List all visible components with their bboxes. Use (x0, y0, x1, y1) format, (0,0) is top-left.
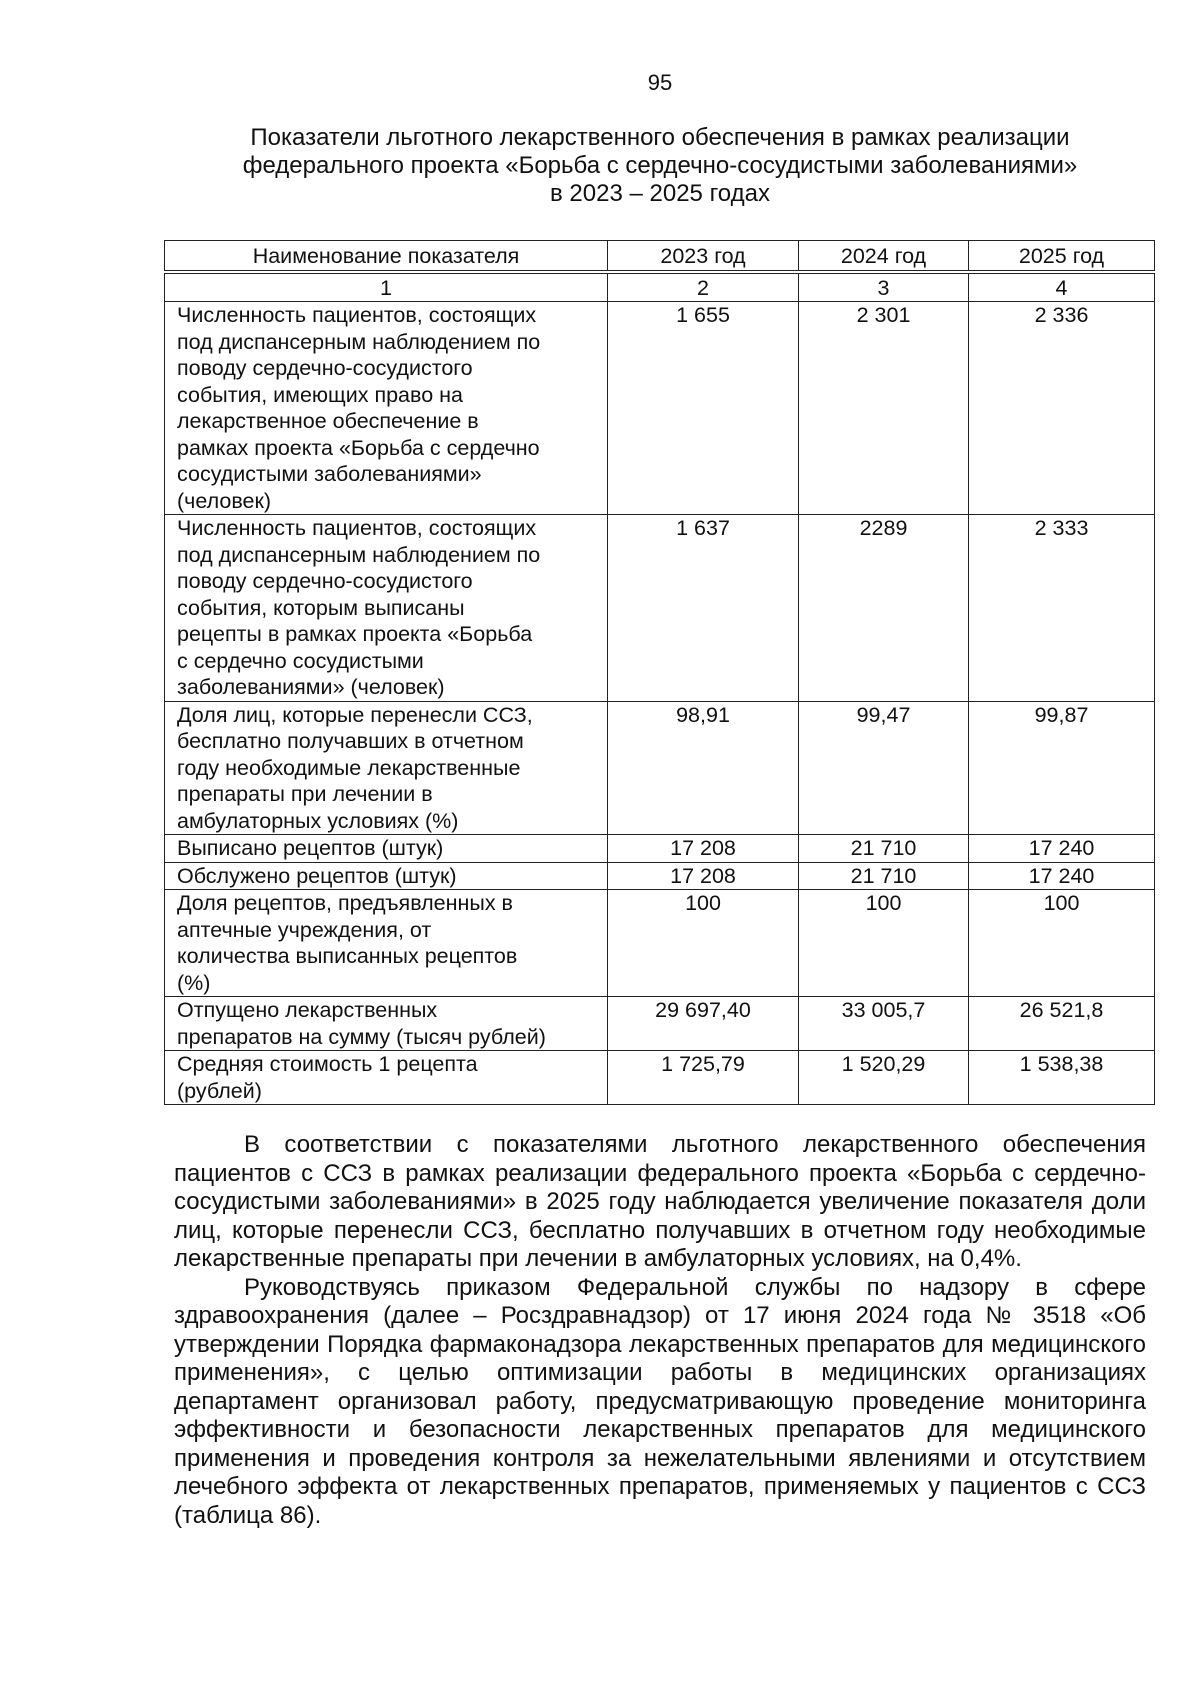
indicator-name-line: Отпущено лекарственных (177, 998, 438, 1022)
indicator-name-cell (165, 862, 608, 890)
value-cell: 1 725,79 (608, 1051, 799, 1105)
value-cell: 98,91 (608, 701, 799, 835)
value-cell: 100 (799, 890, 969, 997)
indicator-name-line: году необходимые лекарственные (177, 755, 521, 780)
indicator-name-line: поводу сердечно-сосудистого (177, 569, 473, 593)
indicator-name-line: поводу сердечно-сосудистого (177, 356, 473, 380)
paragraph: В соответствии с показателями льготного лекарственного обеспечения пациентов с ССЗ в рамках реализации федерального проекта «Борьба с сердечно-сосудистыми заболеваниями» в 2025 году наблюдается увеличение показателя доли лиц, которые перенесли ССЗ, бесплатно получавших в отчетном году необходимые лекарственные препараты при лечении в амбулаторных условиях, на 0,4%. (174, 1131, 1146, 1272)
value-cell: 2 336 (969, 302, 1155, 515)
indicator-name-cell (165, 890, 608, 997)
indicator-name-line: препараты при лечении в (177, 782, 433, 806)
column-number: 2 (608, 272, 799, 302)
value-cell: 17 208 (608, 862, 799, 890)
value-cell: 21 710 (799, 835, 969, 863)
indicator-name-line: события, которым выписаны (177, 595, 465, 620)
table-row (165, 1051, 1155, 1105)
indicator-name-line: рамках проекта «Борьба с сердечно (177, 435, 540, 460)
indicator-name-line: Обслужено рецептов (штук) (177, 863, 457, 888)
title-line: федерального проекта «Борьба с сердечно-сосудистыми заболеваниями» (242, 152, 1078, 179)
paragraph: Руководствуясь приказом Федеральной службы по надзору в сфере здравоохранения (далее – Росздравнадзор) от 17 июня 2024 года № 3518 «Об утверждении Порядка фармаконадзора лекарственных препаратов для медицинского применения», с целью оптимизации работы в медицинских организациях департамент организовал работу, предусматривающую проведение мониторинга эффективности и безопасности лекарственных препаратов для медицинского применения и проведения контроля за нежелательными явлениями и отсутствием лечебного эффекта от лекарственных препаратов, применяемых у пациентов с ССЗ (таблица 86). (174, 1273, 1146, 1529)
table-row (165, 890, 1155, 997)
indicator-name-line: Численность пациентов, состоящих (177, 516, 537, 540)
value-cell: 100 (969, 890, 1155, 997)
indicator-name-line: (рублей) (177, 1078, 262, 1103)
value-cell: 33 005,7 (799, 997, 969, 1051)
indicator-name-line: препаратов на сумму (тысяч рублей) (177, 1024, 546, 1049)
indicator-name-cell (165, 997, 608, 1051)
column-header-2023: 2023 год (608, 241, 799, 272)
indicator-name-cell (165, 701, 608, 835)
indicator-name-line: Доля рецептов, предъявленных в (177, 891, 513, 915)
value-cell: 2289 (799, 515, 969, 702)
indicator-name-line: Доля лиц, которые перенесли ССЗ, (177, 702, 533, 727)
value-cell: 17 240 (969, 862, 1155, 890)
table-row (165, 302, 1155, 515)
indicator-name-line: сосудистыми заболеваниями» (177, 462, 482, 486)
indicator-name-line: Численность пациентов, состоящих (177, 303, 537, 327)
indicator-name-line: количества выписанных рецептов (177, 944, 518, 968)
column-number: 3 (799, 272, 969, 302)
value-cell: 26 521,8 (969, 997, 1155, 1051)
indicators-table (164, 240, 1155, 1105)
indicator-name-cell (165, 515, 608, 702)
table-row (165, 515, 1155, 702)
value-cell: 29 697,40 (608, 997, 799, 1051)
indicator-name-line: лекарственное обеспечение в (177, 409, 479, 433)
column-header-2024: 2024 год (799, 241, 969, 272)
value-cell: 2 301 (799, 302, 969, 515)
column-header-2025: 2025 год (969, 241, 1155, 272)
value-cell: 99,47 (799, 701, 969, 835)
indicator-name-cell (165, 1051, 608, 1105)
indicator-name-line: события, имеющих право на (177, 382, 463, 407)
indicator-name-line: рецепты в рамках проекта «Борьба (177, 622, 533, 646)
table-title (165, 124, 1155, 208)
indicator-name-line: Средняя стоимость 1 рецепта (177, 1052, 478, 1076)
indicator-name-cell (165, 302, 608, 515)
indicator-name-line: заболеваниями» (человек) (177, 675, 445, 699)
value-cell: 99,87 (969, 701, 1155, 835)
title-line: в 2023 – 2025 годах (550, 180, 770, 207)
indicator-name-line: амбулаторных условиях (%) (177, 808, 459, 833)
indicator-name-line: Выписано рецептов (штук) (177, 836, 444, 860)
column-number: 1 (165, 272, 608, 302)
indicator-name-line: бесплатно получавших в отчетном (177, 729, 524, 753)
table-row (165, 835, 1155, 863)
value-cell: 1 538,38 (969, 1051, 1155, 1105)
table-header-row (165, 241, 1155, 272)
table-row (165, 862, 1155, 890)
value-cell: 17 208 (608, 835, 799, 863)
column-number: 4 (969, 272, 1155, 302)
indicator-name-line: под диспансерным наблюдением по (177, 329, 541, 354)
indicator-name-line: (%) (177, 970, 211, 995)
page-number: 95 (647, 70, 673, 95)
table-row (165, 997, 1155, 1051)
value-cell: 1 655 (608, 302, 799, 515)
indicator-name-line: (человек) (177, 488, 272, 513)
body-text (174, 1131, 1146, 1530)
value-cell: 21 710 (799, 862, 969, 890)
column-number-row (165, 272, 1155, 302)
column-header-indicator: Наименование показателя (165, 241, 608, 272)
table-row (165, 701, 1155, 835)
indicator-name-cell (165, 835, 608, 863)
indicator-name-line: с сердечно сосудистыми (177, 648, 424, 673)
value-cell: 17 240 (969, 835, 1155, 863)
title-line: Показатели льготного лекарственного обеспечения в рамках реализации (250, 124, 1070, 151)
value-cell: 1 637 (608, 515, 799, 702)
value-cell: 100 (608, 890, 799, 997)
indicator-name-line: под диспансерным наблюдением по (177, 542, 541, 567)
value-cell: 1 520,29 (799, 1051, 969, 1105)
value-cell: 2 333 (969, 515, 1155, 702)
indicator-name-line: аптечные учреждения, от (177, 917, 432, 942)
